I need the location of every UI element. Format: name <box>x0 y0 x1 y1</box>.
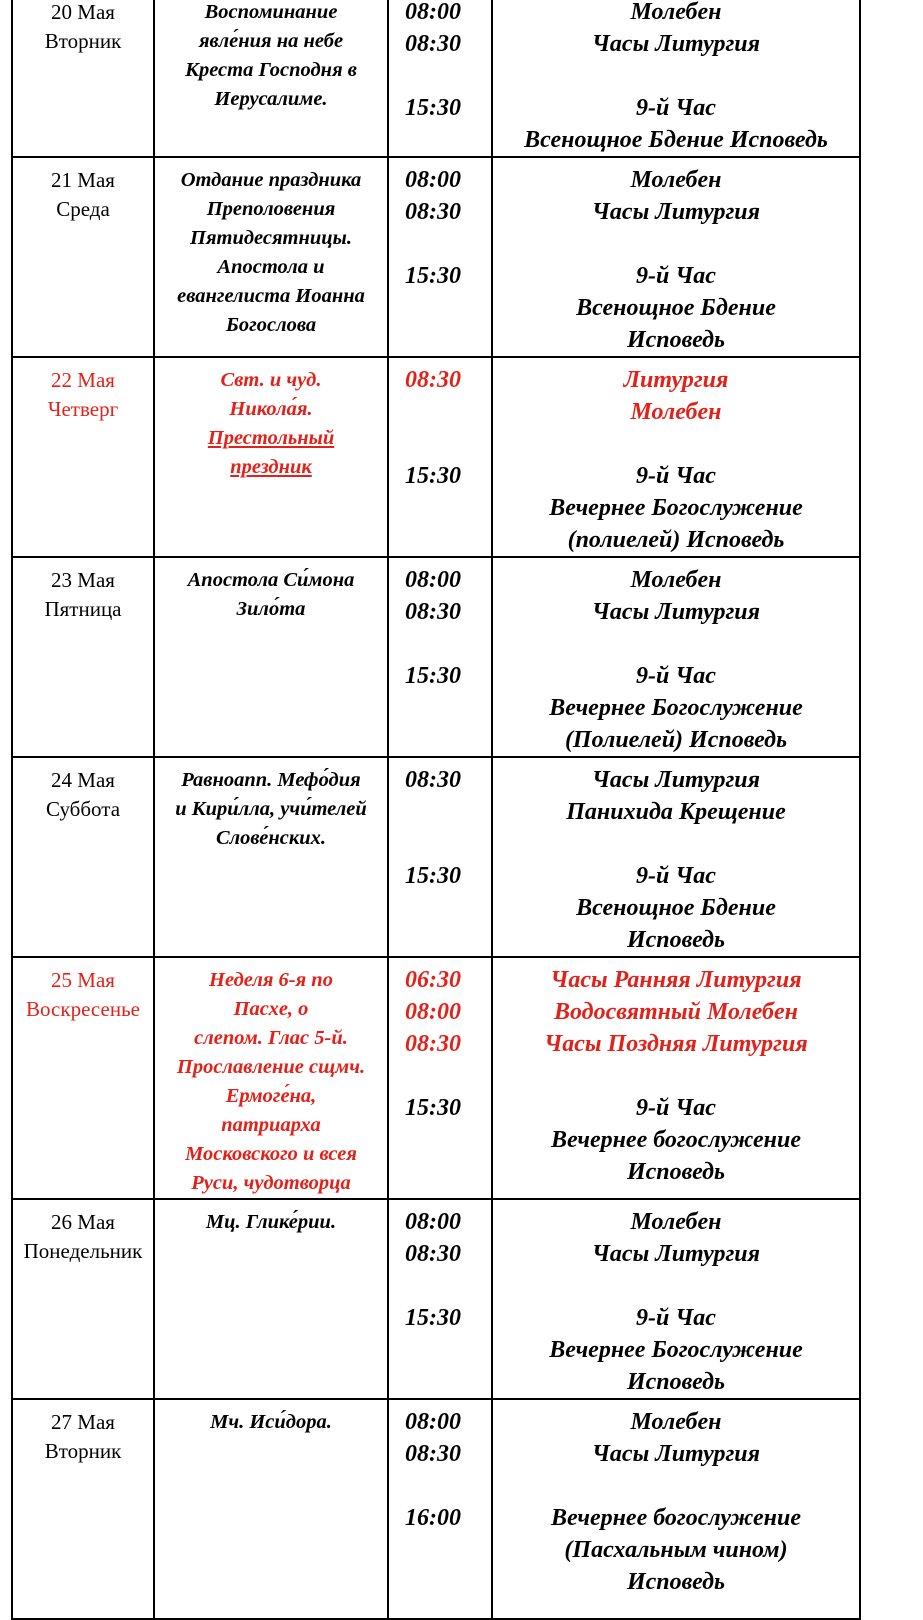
service-time: 08:30 <box>405 199 461 225</box>
feast-line: Слове́нских. <box>215 827 327 849</box>
feast-line: Богослова <box>225 314 317 336</box>
feast-line: Московского и всея <box>185 1143 357 1165</box>
service-name: Исповедь <box>626 1569 726 1595</box>
feast-line: явле́ния на небе <box>198 30 344 52</box>
feast-line: Ермоге́на, <box>225 1085 317 1107</box>
service-name <box>493 1470 859 1502</box>
service-time <box>405 796 491 828</box>
feast-line: Воспоминание <box>204 1 338 23</box>
service-name: Часы Литургия <box>591 199 761 225</box>
service-name: Вечернее богослужение <box>551 1505 801 1531</box>
service-name: Часы Ранняя Литургия <box>550 967 802 993</box>
service-time: 15:30 <box>405 1095 461 1121</box>
feast-line: Никола́я. <box>229 398 313 420</box>
feast-line: Мч. Иси́дора. <box>210 1411 332 1433</box>
feast-line: Неделя 6-я по <box>209 969 333 991</box>
feast-line: Апостола и <box>217 256 325 278</box>
service-name: 9-й Час <box>636 463 716 489</box>
feast-cell <box>154 0 388 157</box>
date-cell <box>12 557 154 757</box>
service-time: 08:00 <box>405 1409 461 1435</box>
service-name <box>493 60 859 92</box>
weekday-label: Четверг <box>47 397 119 421</box>
service-name: Часы Литургия <box>591 599 761 625</box>
service-name: Молебен <box>630 567 722 593</box>
feast-cell <box>154 557 388 757</box>
feast-line: Руси, чудотворца <box>191 1172 351 1194</box>
time-cell <box>388 0 492 157</box>
service-time: 08:30 <box>405 367 461 393</box>
schedule-row <box>12 757 860 957</box>
service-cell <box>492 1199 860 1399</box>
feast-cell <box>154 1199 388 1399</box>
service-time <box>405 1566 491 1598</box>
service-name <box>493 1060 859 1092</box>
feast-line: Свт. и чуд. <box>220 369 322 391</box>
service-name: (Полиелей) Исповедь <box>564 727 788 753</box>
time-cell <box>388 357 492 557</box>
service-cell <box>492 0 860 157</box>
service-name: (Пасхальным чином) <box>564 1537 788 1563</box>
service-time: 08:30 <box>405 31 461 57</box>
date-cell <box>12 757 154 957</box>
service-name <box>493 828 859 860</box>
service-name: 9-й Час <box>636 263 716 289</box>
feast-line: Преполовения <box>206 198 336 220</box>
service-time <box>405 724 491 756</box>
feast-line: и Кири́лла, учи́телей <box>175 798 367 820</box>
feast-line: Престольный <box>207 427 335 449</box>
service-name: Вечернее Богослужение <box>549 1337 803 1363</box>
date-label: 24 Мая <box>51 768 115 792</box>
feast-cell <box>154 957 388 1199</box>
service-time: 15:30 <box>405 1305 461 1331</box>
service-time <box>405 428 491 460</box>
date-cell <box>12 957 154 1199</box>
date-cell <box>12 357 154 557</box>
service-name: Исповедь <box>626 1159 726 1185</box>
service-time <box>405 292 491 324</box>
feast-line: Пасхе, о <box>233 998 309 1020</box>
service-cell <box>492 557 860 757</box>
service-time <box>405 60 491 92</box>
service-name: Водосвятный Молебен <box>553 999 799 1025</box>
date-label: 22 Мая <box>51 368 115 392</box>
service-name: Исповедь <box>626 327 726 353</box>
date-label: 27 Мая <box>51 1410 115 1434</box>
service-time: 16:00 <box>405 1505 461 1531</box>
service-name: Вечернее Богослужение <box>549 495 803 521</box>
service-time <box>405 924 491 956</box>
date-cell <box>12 1199 154 1399</box>
time-cell <box>388 757 492 957</box>
service-cell <box>492 1399 860 1619</box>
date-label: 21 Мая <box>51 168 115 192</box>
weekday-label: Вторник <box>44 1439 122 1463</box>
service-time: 08:00 <box>405 999 461 1025</box>
service-name: Литургия <box>623 367 729 393</box>
service-name: Исповедь <box>626 1369 726 1395</box>
feast-line: Апостола Си́мона <box>187 569 355 591</box>
feast-line: Прославление сщмч. <box>176 1056 366 1078</box>
service-name: Молебен <box>630 1209 722 1235</box>
service-name: Часы Литургия <box>591 767 761 793</box>
schedule-row <box>12 957 860 1199</box>
service-name: 9-й Час <box>636 1305 716 1331</box>
service-name: Молебен <box>630 1409 722 1435</box>
service-time <box>405 892 491 924</box>
service-time <box>405 628 491 660</box>
service-time: 08:30 <box>405 1241 461 1267</box>
feast-cell <box>154 157 388 357</box>
feast-line: Пятидесятницы. <box>190 227 352 249</box>
service-name: Часы Литургия <box>591 31 761 57</box>
service-name: Часы Поздняя Литургия <box>544 1031 808 1057</box>
service-time: 15:30 <box>405 863 461 889</box>
date-label: 26 Мая <box>51 1210 115 1234</box>
feast-line: Зило́та <box>236 598 306 620</box>
weekday-label: Вторник <box>44 29 122 53</box>
service-cell <box>492 157 860 357</box>
date-label: 20 Мая <box>51 0 115 24</box>
date-cell <box>12 1399 154 1619</box>
service-time <box>405 524 491 556</box>
service-name: Всенощное Бдение Исповедь <box>524 127 828 153</box>
schedule-table <box>11 0 861 1620</box>
service-name: Молебен <box>630 167 722 193</box>
weekday-label: Среда <box>56 197 110 221</box>
schedule-row <box>12 157 860 357</box>
service-time <box>405 1534 491 1566</box>
time-cell <box>388 157 492 357</box>
service-time: 08:00 <box>405 167 461 193</box>
service-time <box>405 1334 491 1366</box>
service-time <box>405 1470 491 1502</box>
service-time <box>405 1060 491 1092</box>
service-name <box>493 1270 859 1302</box>
service-name: 9-й Час <box>636 1095 716 1121</box>
service-name: 9-й Час <box>636 863 716 889</box>
feast-line: Отдание праздника <box>180 169 362 191</box>
feast-line: прездник <box>230 456 312 478</box>
service-time: 08:30 <box>405 1031 461 1057</box>
time-cell <box>388 957 492 1199</box>
service-name <box>493 428 859 460</box>
service-cell <box>492 957 860 1199</box>
schedule-row <box>12 557 860 757</box>
feast-line: Равноапп. Мефо́дия <box>181 769 361 791</box>
service-time: 06:30 <box>405 967 461 993</box>
weekday-label: Суббота <box>45 797 121 821</box>
date-cell <box>12 157 154 357</box>
service-name: (полиелей) Исповедь <box>567 527 785 553</box>
service-time <box>405 492 491 524</box>
schedule-rows <box>12 0 860 1619</box>
service-time <box>405 1270 491 1302</box>
feast-cell <box>154 1399 388 1619</box>
date-cell <box>12 0 154 157</box>
service-name: Вечернее Богослужение <box>549 695 803 721</box>
feast-line: Иерусалиме. <box>214 88 328 110</box>
time-cell <box>388 1199 492 1399</box>
feast-line: Мц. Глике́рии. <box>205 1211 337 1233</box>
service-name: Молебен <box>630 0 722 25</box>
service-time: 15:30 <box>405 95 461 121</box>
time-cell <box>388 1399 492 1619</box>
weekday-label: Пятница <box>44 597 122 621</box>
service-time <box>405 124 491 156</box>
service-time: 15:30 <box>405 463 461 489</box>
schedule-row <box>12 0 860 157</box>
service-time <box>405 396 491 428</box>
service-name: Панихида Крещение <box>566 799 786 825</box>
schedule-row <box>12 1399 860 1619</box>
service-name: Исповедь <box>626 927 726 953</box>
service-name: Вечернее богослужение <box>551 1127 801 1153</box>
service-name: Молебен <box>630 399 722 425</box>
service-name <box>493 628 859 660</box>
schedule-row <box>12 1199 860 1399</box>
service-name: Часы Литургия <box>591 1441 761 1467</box>
service-time: 08:00 <box>405 1209 461 1235</box>
service-name: 9-й Час <box>636 663 716 689</box>
date-label: 23 Мая <box>51 568 115 592</box>
service-time <box>405 324 491 356</box>
date-label: 25 Мая <box>51 968 115 992</box>
schedule-row <box>12 357 860 557</box>
service-time <box>405 692 491 724</box>
service-cell <box>492 357 860 557</box>
feast-line: евангелиста Иоанна <box>177 285 365 307</box>
service-time <box>405 828 491 860</box>
service-name: 9-й Час <box>636 95 716 121</box>
service-time: 08:30 <box>405 767 461 793</box>
service-name: Всенощное Бдение <box>576 295 776 321</box>
service-time: 08:00 <box>405 0 461 25</box>
service-name: Всенощное Бдение <box>576 895 776 921</box>
service-time: 08:30 <box>405 599 461 625</box>
feast-cell <box>154 757 388 957</box>
service-time: 15:30 <box>405 263 461 289</box>
feast-line: патриарха <box>221 1114 321 1136</box>
service-name <box>493 228 859 260</box>
service-name: Часы Литургия <box>591 1241 761 1267</box>
service-time <box>405 1156 491 1188</box>
feast-line: Креста Господня в <box>185 59 357 81</box>
weekday-label: Воскресенье <box>26 997 140 1021</box>
service-time: 08:00 <box>405 567 461 593</box>
service-time <box>405 1366 491 1398</box>
service-time <box>405 228 491 260</box>
weekday-label: Понедельник <box>23 1239 143 1263</box>
service-time: 08:30 <box>405 1441 461 1467</box>
service-time <box>405 1124 491 1156</box>
service-cell <box>492 757 860 957</box>
time-cell <box>388 557 492 757</box>
feast-line: слепом. Глас 5-й. <box>194 1027 348 1049</box>
feast-cell <box>154 357 388 557</box>
service-time: 15:30 <box>405 663 461 689</box>
